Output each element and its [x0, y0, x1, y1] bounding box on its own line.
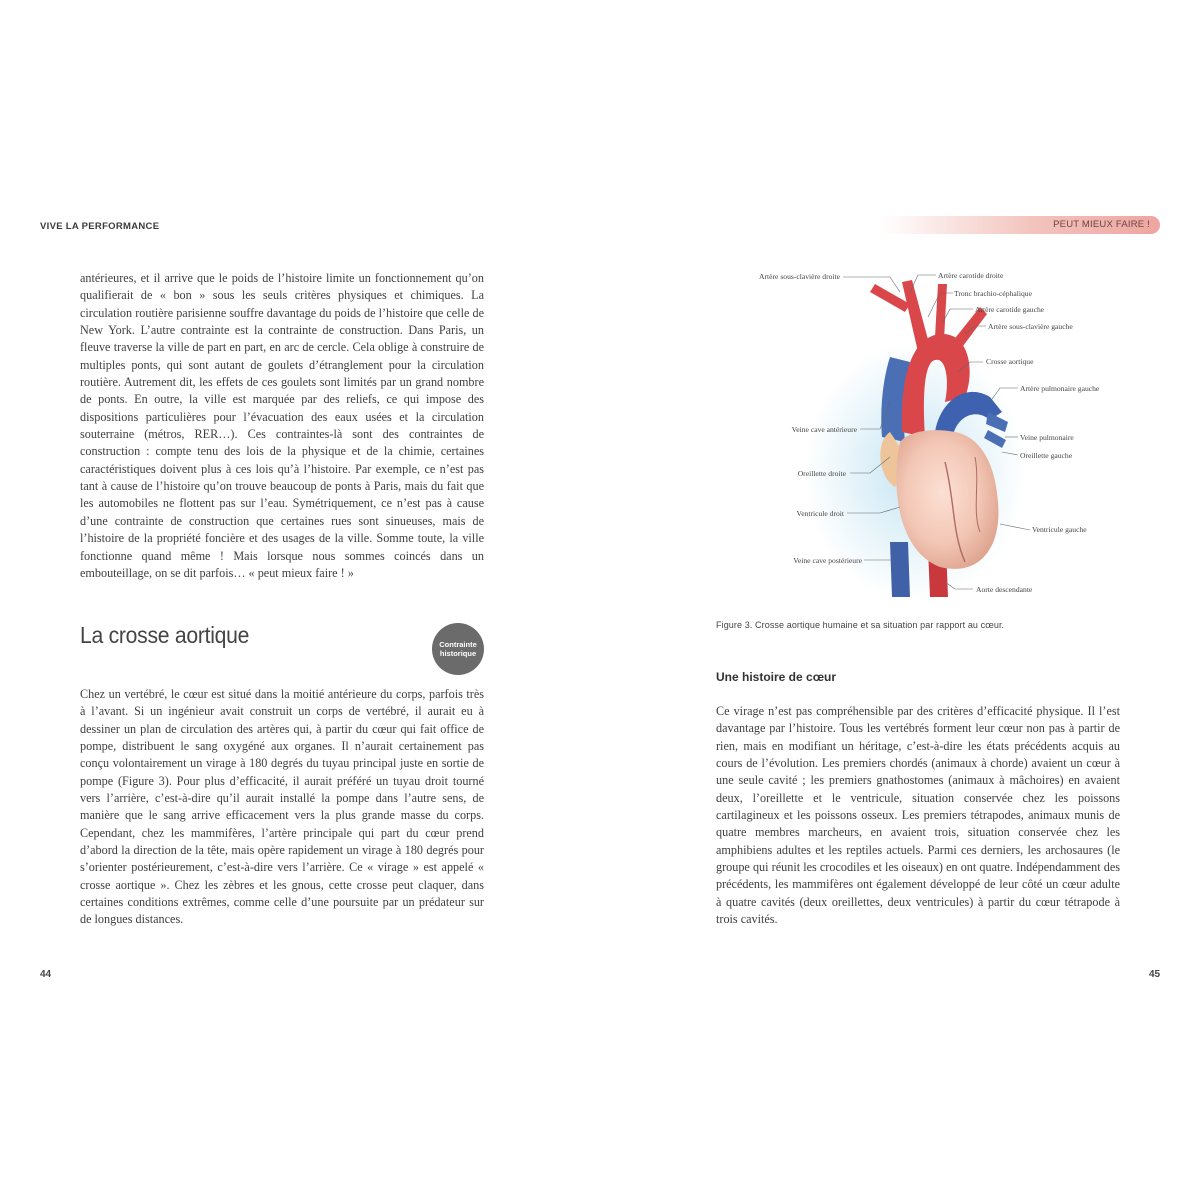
- label-oreillette-droite: Oreillette droite: [797, 469, 846, 478]
- contrainte-badge: [432, 623, 484, 675]
- heart-illustration: [740, 262, 1120, 610]
- label-artere-carotide-droite: Artère carotide droite: [938, 271, 1004, 280]
- label-artere-sous-claviere-gauche: Artère sous-clavière gauche: [988, 322, 1073, 331]
- label-oreillette-gauche: Oreillette gauche: [1020, 451, 1073, 460]
- left-paragraph-1: antérieures, et il arrive que le poids de l’histoire limite un fonctionnement qu’on qualifierait de « bon » sous les seuls critères physiques et chimiques. La circulation routière parisienne souffre davantage du poids de l’histoire que celle de New York. L’autre contrainte est la contrainte de construction. Dans Paris, un fleuve traverse la ville de part en part, en arc de cercle. Cela oblige à construire de multiples ponts, qui sont autant de goulets d’étranglement pour la circulation routière. Autrement dit, les effets de ces goulets sont limités par un grand nombre de ponts. En outre, la ville est marquée par des reliefs, ce qui impose des dispositions particulières pour l’évacuation des eaux usées et la circulation souterraine (métros, RER…). Ces contraintes-là sont des contraintes de construction : compte tenu des lois de la physique et de la chimie, certaines caractéristiques doivent plus à ces lois qu’à l’histoire. Par exemple, ce n’est pas tant à cause de l’histoire qu’on trouve beaucoup de ponts à Paris, mais du fait que les automobiles ne flottent pas sur l’eau. Symétriquement, ce n’est pas à cause d’une contrainte de construction que certaines rues sont sinueuses, mais de l’histoire de la propriété foncière et des usages de la ville. Somme toute, la ville fonctionne quand même ! Mais lorsque nous sommes coincés dans un embouteillage, on se dit parfois… « peut mieux faire ! »: [80, 271, 484, 580]
- vena-cava-posterior: [890, 542, 910, 597]
- label-artere-pulmonaire-gauche: Artère pulmonaire gauche: [1020, 384, 1100, 393]
- right-paragraph-1: Ce virage n’est pas compréhensible par des critères d’efficacité physique. Il l’est davantage par l’histoire. Tous les vertébrés forment leur cœur non pas à partir de rien, mais en modifiant un héritage, c’est-à-dire les états précédents acquis au cours de l’évolution. Les premiers chordés (animaux à chorde) avaient un cœur à une seule cavité ; les premiers gnathostomes (animaux à mâchoires) en avaient deux, l’oreillette et le ventricule, situation conservée chez les poissons cartilagineux et les poissons osseux. Les premiers tétrapodes, animaux munis de quatre membres marcheurs, en avaient trois, situation conservée chez les amphibiens adultes et les reptiles actuels. Parmi ces derniers, les archosaures (le groupe qui réunit les crocodiles et les oiseaux) en ont quatre. Indépendamment des précédents, les mammifères ont également développé de leur côté un cœur adulte à quatre cavités (deux oreillettes, deux ventricules) à partir du cœur tétrapode à trois cavités.: [716, 704, 1120, 927]
- label-arter-sous-claviere-droite: Artère sous-clavière droite: [759, 272, 840, 281]
- label-aorte-descendante: Aorte descendante: [976, 585, 1033, 594]
- label-ventricule-droit: Ventricule droit: [796, 509, 844, 518]
- label-veine-cave-anterieure: Veine cave antérieure: [791, 425, 857, 434]
- label-tronc-brachio-cephalique: Tronc brachio-céphalique: [954, 289, 1032, 298]
- label-veine-cave-posterieure: Veine cave postérieure: [793, 556, 862, 565]
- left-paragraph-2: Chez un vertébré, le cœur est situé dans la moitié antérieure du corps, parfois très à l’avant. Si un ingénieur avait construit un corps de vertébré, il aurait eu à dessiner un plan de circulation des artères qui, à partir du cœur qui fait office de pompe, distribuent le sang oxygéné aux organes. Il n’aurait certainement pas conçu volontairement un virage à 180 degrés du tuyau principal juste en sortie de pompe (Figure 3). Pour plus d’efficacité, il aurait préféré un tuyau droit tourné vers l’arrière, c’est-à-dire qu’il aurait installé la pompe dans l’autre sens, de manière que le sang arrive efficacement vers la plus grande masse du corps. Cependant, chez les mammifères, l’artère principale qui part du cœur prend d’abord la direction de la tête, mais opère rapidement un virage à 180 degrés pour s’orienter postérieurement, c’est-à-dire vers l’arrière. Ce « virage » est appelé « crosse aortique ». Chez les zèbres et les gnous, cette crosse peut claquer, dans certaines conditions extrêmes, comme celle d’une poursuite par un prédateur sur de longues distances.: [80, 687, 484, 927]
- running-title-right-banner: [880, 216, 1160, 234]
- running-title-right: PEUT MIEUX FAIRE !: [1053, 219, 1150, 230]
- label-artere-carotide-gauche: Artère carotide gauche: [975, 305, 1045, 314]
- label-veine-pulmonaire: Veine pulmonaire: [1020, 433, 1074, 442]
- running-title-left: VIVE LA PERFORMANCE: [40, 221, 160, 232]
- brachiocephalic-trunk: [902, 280, 930, 352]
- label-ventricule-gauche: Ventricule gauche: [1032, 525, 1087, 534]
- subsection-title: Une histoire de cœur: [716, 670, 837, 684]
- left-carotid: [935, 284, 947, 340]
- label-crosse-aortique: Crosse aortique: [986, 357, 1034, 366]
- page-number-right: 45: [1149, 969, 1161, 980]
- badge-label: Contrainte historique: [439, 640, 477, 658]
- page-number-left: 44: [40, 969, 52, 980]
- section-title: La crosse aortique: [80, 622, 250, 648]
- figure-caption: Figure 3. Crosse aortique humaine et sa situation par rapport au cœur.: [716, 620, 1005, 630]
